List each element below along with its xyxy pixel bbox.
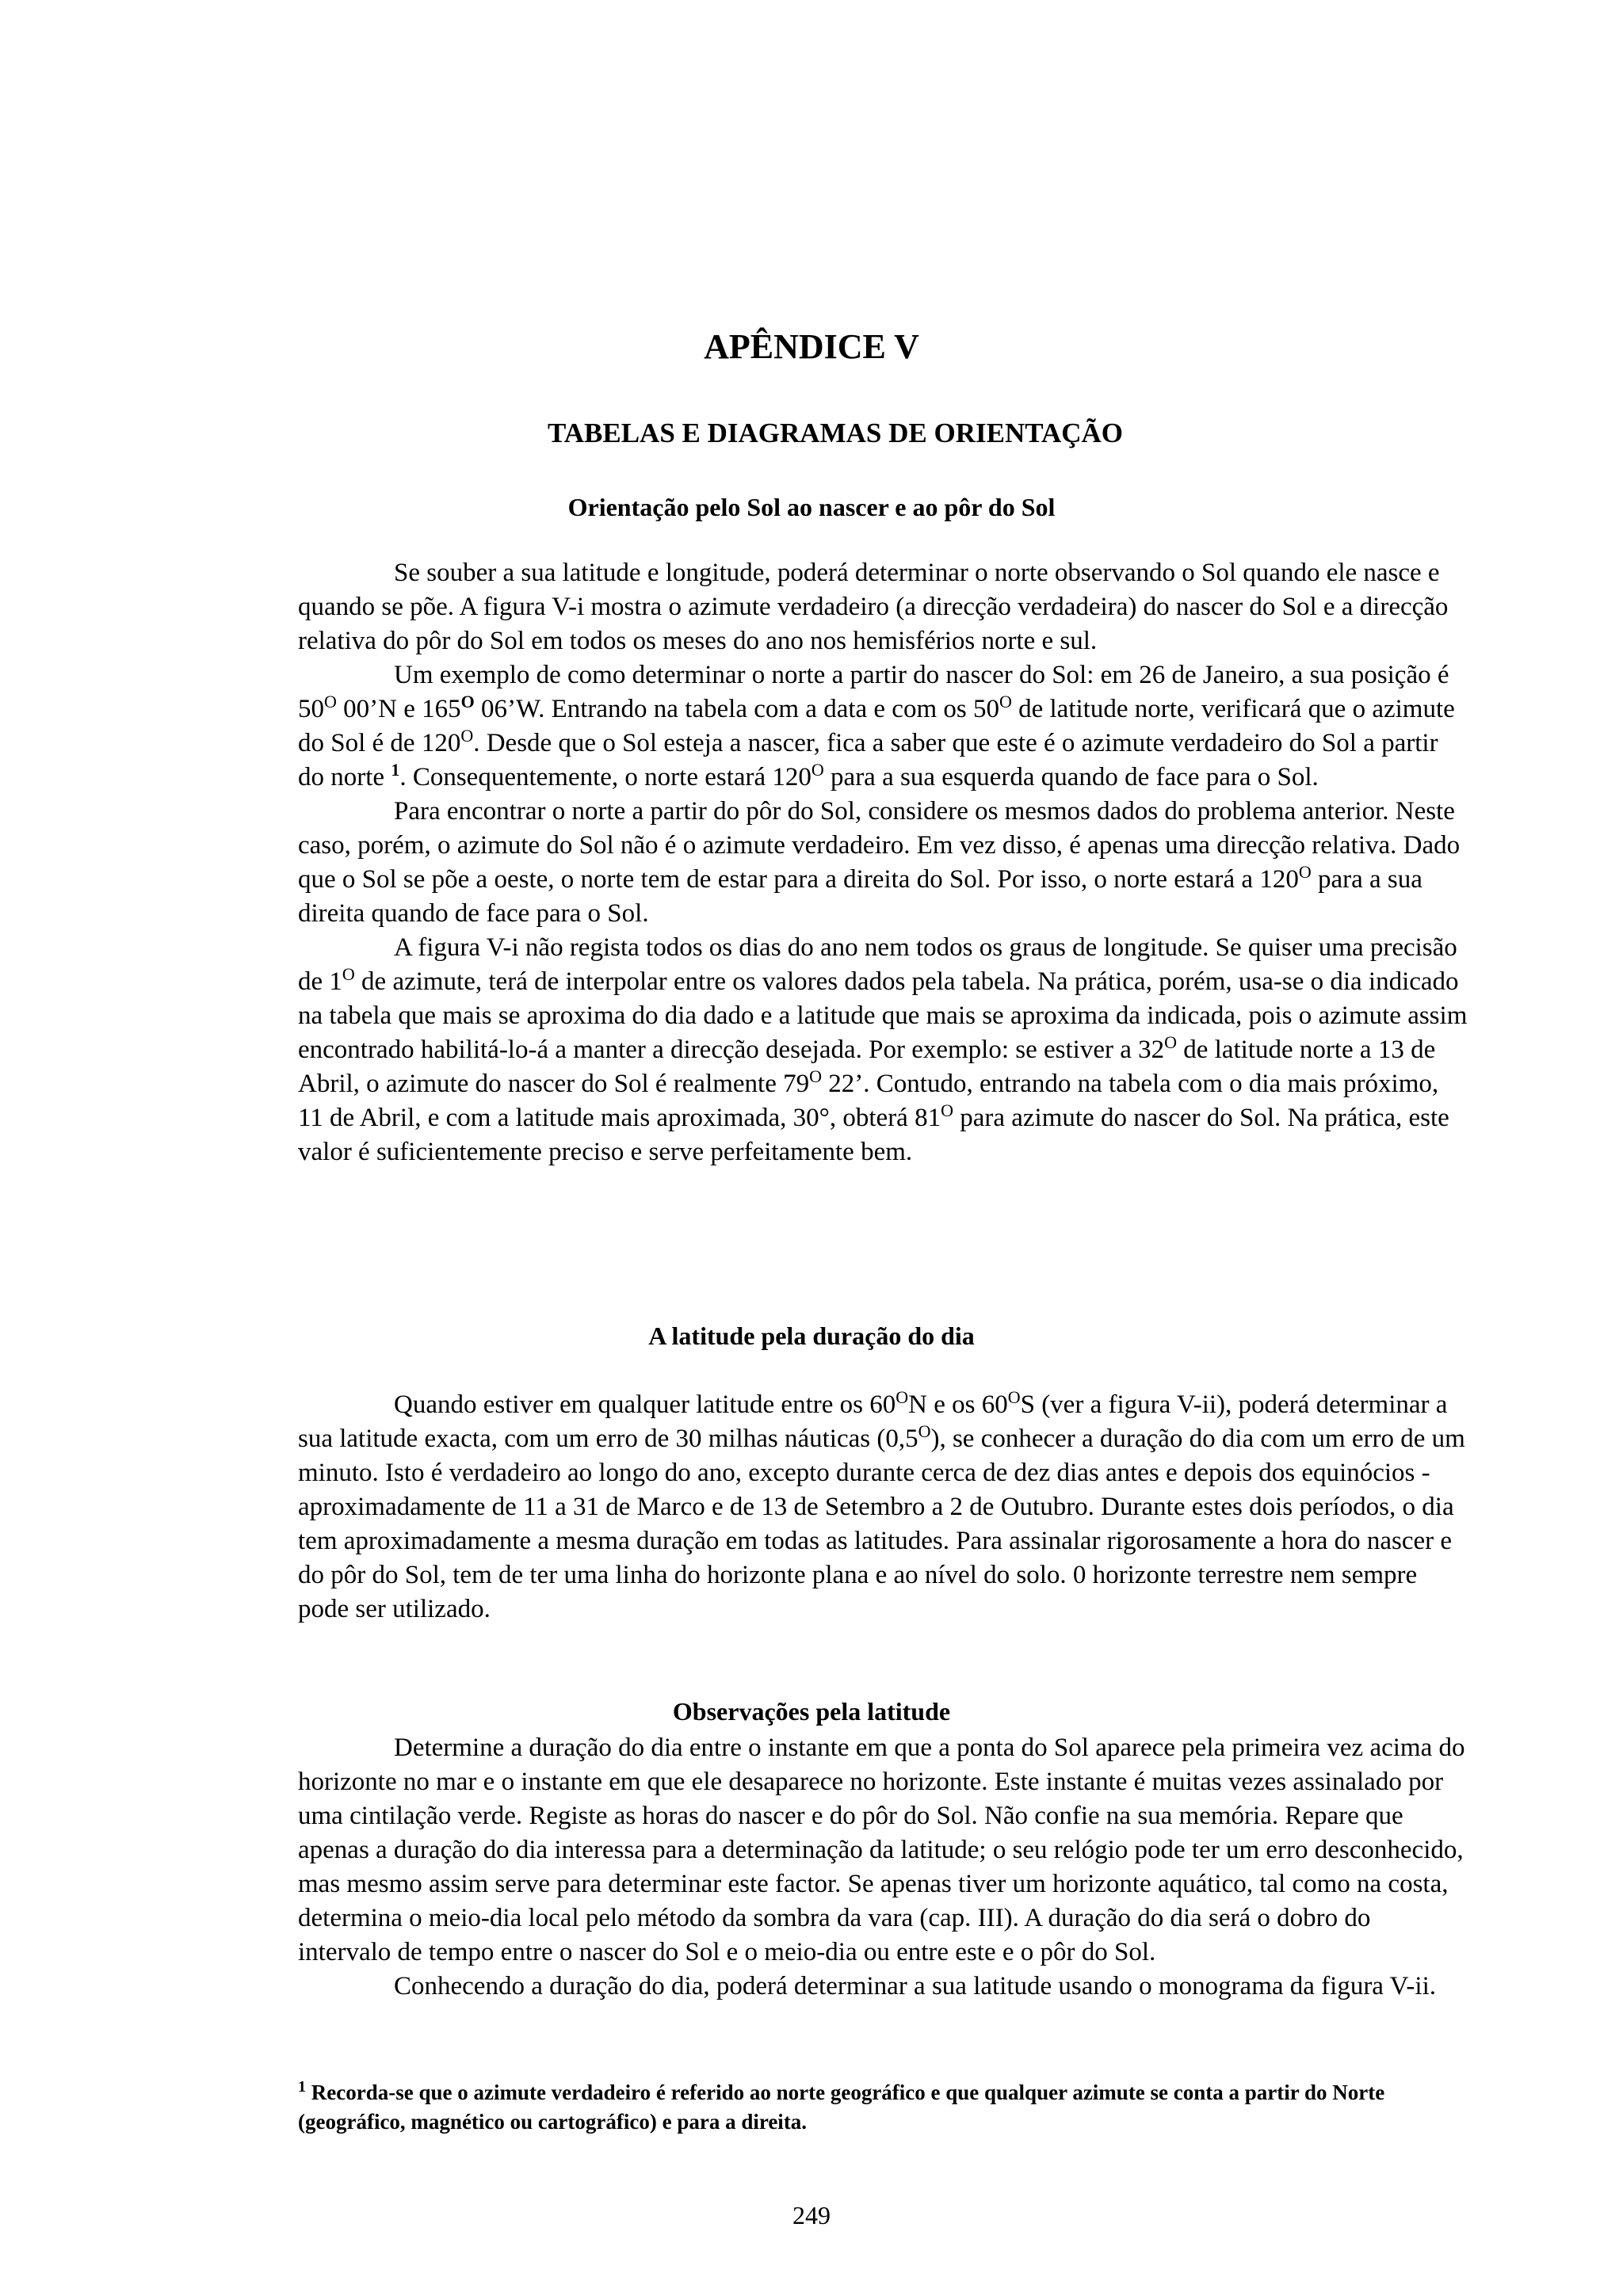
degree-mark: O bbox=[324, 692, 337, 711]
section-heading-sun: Orientação pelo Sol ao nascer e ao pôr do Sol bbox=[567, 493, 1056, 521]
appendix-subtitle: TABELAS E DIAGRAMAS DE ORIENTAÇÃO bbox=[547, 418, 1124, 448]
degree-mark: O bbox=[342, 964, 355, 984]
paragraph: Quando estiver em qualquer latitude entre os $60^ON$ e os $60^OS$ (ver a figura V-ii), poderá determinar a sua latitude exacta, com um erro de 30 milhas náuticas $(0,5^O)$, se conhecer a duração do dia com um erro de um minuto. Isto é verdadeiro ao longo do ano, excepto durante cerca de dez dias antes e depois dos equinócios - aproximadamente de 11 a 31 de Marco e de 13 de Setembro a 2 de Outubro. Durante estes dois períodos, o dia tem aproximadamente a mesma duração em todas as latitudes. Para assinalar rigorosamente a hora do nascer e do pôr do Sol, tem de ter uma linha do horizonte plana e ao nível do solo. 0 horizonte terrestre nem sempre pode ser utilizado. bbox=[298, 1387, 1465, 1623]
footnote-ref: 1 bbox=[391, 760, 400, 780]
paragraph: Determine a duração do dia entre o instante em que a ponta do Sol aparece pela primeira vez acima do horizonte no mar e o instante em que ele desaparece no horizonte. Este instante é muitas vezes assinalado por uma cintilação verde. Registe as horas do nascer e do pôr do Sol. Não confie na sua memória. Repare que apenas a duração do dia interessa para a determinação da latitude; o seu relógio pode ter um erro desconhecido, mas mesmo assim serve para determinar este factor. Se apenas tiver um horizonte aquático, tal como na costa, determina o meio-dia local pelo método da sombra da vara (cap. III). A duração do dia será o dobro do intervalo de tempo entre o nascer do Sol e o meio-dia ou entre este e o pôr do Sol. bbox=[298, 1733, 1465, 1966]
degree-mark: O bbox=[460, 692, 475, 711]
degree-mark: O bbox=[1007, 1387, 1021, 1407]
degree-mark: O bbox=[896, 1387, 909, 1407]
paragraph: A figura V-i não regista todos os dias do ano nem todos os graus de longitude. Se quiser uma precisão de $1^O$ de azimute, terá de interpolar entre os valores dados pela tabela. Na prática, porém, usa-se o dia indicado na tabela que mais se aproxima do dia dado e a latitude que mais se aproxima da indicada, pois o azimute assim encontrado habilitá-lo-á a manter a direcção desejada. Por exemplo: se estiver a $32^O$ de latitude norte a 13 de Abril, o azimute do nascer do Sol é realmente $79^O$ 22’. Contudo, entrando na tabela com o dia mais próximo, 11 de Abril, e com a latitude mais aproximada, 30°, obterá $81^O$ para azimute do nascer do Sol. Na prática, este valor é suficientemente preciso e serve perfeitamente bem. bbox=[298, 933, 1468, 1166]
degree-mark: O bbox=[1298, 862, 1312, 882]
degree-mark: O bbox=[999, 692, 1012, 711]
section-body-latitude bbox=[298, 1388, 1469, 1627]
section-heading-observations: Observações pela latitude bbox=[672, 1697, 951, 1726]
degree-mark: O bbox=[460, 726, 474, 746]
footnote-text: Recorda-se que o azimute verdadeiro é referido ao norte geográfico e que qualquer azimute se conta a partir do Norte (geográfico, magnético ou cartográfico) e para a direita. bbox=[298, 2081, 1385, 2134]
footnote-number: 1 bbox=[298, 2078, 306, 2096]
section-body-observations bbox=[298, 1731, 1469, 2004]
footnote bbox=[298, 2078, 1469, 2137]
section-body-sun bbox=[298, 556, 1469, 1169]
paragraph: Para encontrar o norte a partir do pôr do Sol, considere os mesmos dados do problema anterior. Neste caso, porém, o azimute do Sol não é o azimute verdadeiro. Em vez disso, é apenas uma direcção relativa. Dado que o Sol se põe a oeste, o norte tem de estar para a direita do Sol. Por isso, o norte estará a $120^O$ para a sua direita quando de face para o Sol. bbox=[298, 797, 1461, 928]
degree-mark: O bbox=[918, 1421, 931, 1441]
appendix-title: APÊNDICE V bbox=[704, 327, 919, 366]
degree-mark: O bbox=[1164, 1032, 1177, 1052]
paragraph: Se souber a sua latitude e longitude, poderá determinar o norte observando o Sol quando ele nasce e quando se põe. A figura V-i mostra o azimute verdadeiro (a direcção verdadeira) do nascer do Sol e a direcção relativa do pôr do Sol em todos os meses do ano nos hemisférios norte e sul. bbox=[298, 559, 1449, 655]
paragraph: Um exemplo de como determinar o norte a partir do nascer do Sol: em 26 de Janeiro, a sua posição é $50^O$ 00’N e $165^O$ 06’W. Entrando na tabela com a data e com os $50^O$ de latitude norte, verificará que o azimute do Sol é de $120^O$. Desde que o Sol esteja a nascer, fica a saber que este é o azimute verdadeiro do Sol a partir do norte $^1$. Consequentemente, o norte estará $120^O$ para a sua esquerda quando de face para o Sol. bbox=[298, 661, 1455, 791]
degree-mark: O bbox=[811, 760, 824, 780]
degree-mark: O bbox=[809, 1066, 823, 1086]
section-heading-latitude: A latitude pela duração do dia bbox=[648, 1322, 975, 1350]
degree-mark: O bbox=[941, 1100, 953, 1120]
page-number: 249 bbox=[792, 2201, 831, 2229]
paragraph: Conhecendo a duração do dia, poderá determinar a sua latitude usando o monograma da figura V-ii. bbox=[394, 1972, 1436, 2000]
